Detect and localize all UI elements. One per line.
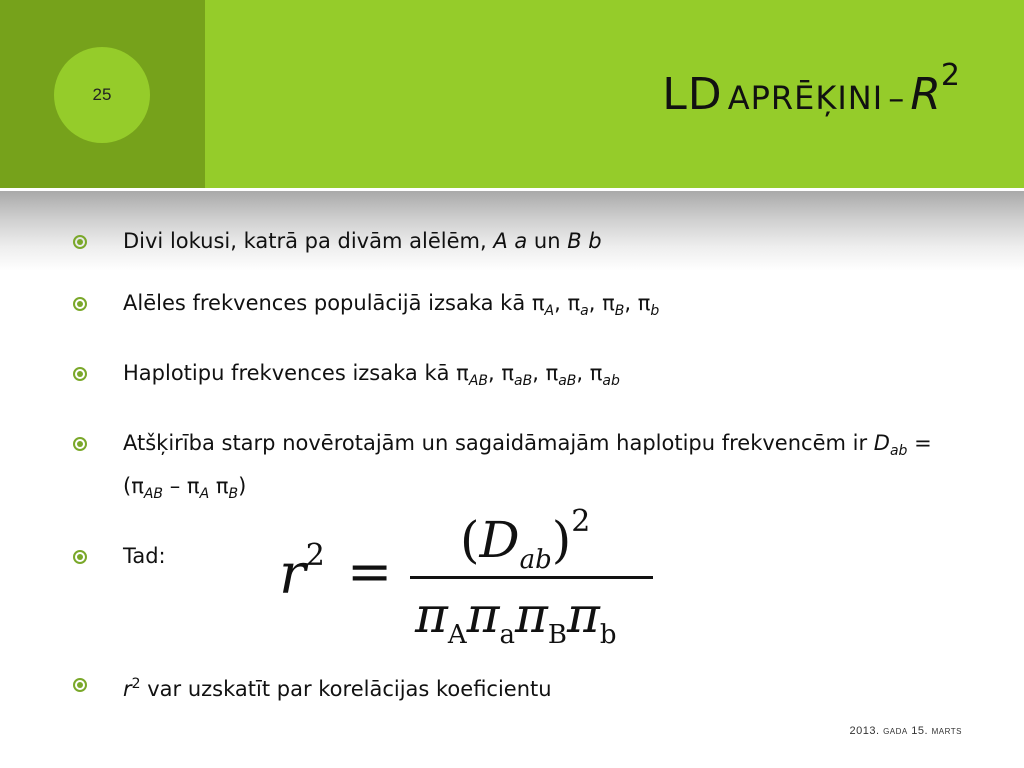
d-variable: D [873, 431, 890, 456]
bullet-circle-icon [73, 437, 87, 451]
bullet-circle-icon [73, 550, 87, 564]
bullet-item [73, 286, 973, 328]
pi-symbol: π [531, 291, 545, 315]
bullet-item [73, 426, 973, 510]
formula-denominator [415, 586, 617, 650]
equals-open: = ( [123, 431, 932, 498]
subscript: A [544, 303, 555, 320]
bullet-text: Atšķirība starp novērotajām un sagaidāmajām haplotipu frekvencēm ir [123, 431, 874, 456]
subscript: aB [514, 373, 533, 390]
numerator-d: D [479, 511, 520, 569]
formula-equals: = [347, 540, 393, 603]
separator: , [532, 361, 546, 386]
separator: , [624, 291, 638, 315]
denominator-subscript: A [447, 620, 467, 650]
fraction-bar [410, 576, 653, 579]
bullet-circle-icon [73, 678, 87, 692]
title-prefix: LD [662, 69, 723, 120]
bullet-text: Haplotipu frekvences izsaka kā [123, 361, 457, 386]
r-squared-formula [275, 500, 675, 650]
pi-symbol: π [215, 473, 229, 498]
bullet-circle-icon [73, 235, 87, 249]
separator: , [554, 291, 568, 315]
denominator-pi: π [466, 586, 500, 644]
denominator-subscript: b [599, 620, 617, 650]
subscript: B [228, 485, 239, 502]
allele-pair-a: A a [493, 229, 528, 253]
separator: , [488, 361, 502, 386]
slide-title [662, 58, 960, 120]
pi-symbol: π [589, 361, 603, 386]
close-paren: ) [238, 473, 247, 498]
bullet-circle-icon [73, 297, 87, 311]
subscript: B [614, 303, 625, 320]
bullet-text: Alēles frekvences populācijā izsaka kā [123, 291, 532, 315]
subscript: AB [468, 373, 488, 390]
pi-symbol: π [186, 473, 200, 498]
bullet-item [73, 224, 973, 258]
title-variable: R [910, 69, 941, 120]
bullet-text: Divi lokusi, katrā pa divām alēlēm, [123, 229, 494, 253]
subscript: b [650, 303, 660, 320]
subscript: ab [889, 443, 908, 460]
formula-lhs [279, 538, 325, 607]
denominator-pi: π [415, 586, 448, 644]
title-word: APRĒĶINI [727, 79, 884, 117]
minus-sign: – [163, 473, 187, 498]
separator: , [588, 291, 603, 315]
bullet-text: Tad: [123, 543, 166, 568]
r-variable: r [123, 676, 132, 701]
denominator-pi: π [515, 586, 548, 644]
bullet-item [73, 356, 973, 398]
subscript: AB [143, 485, 164, 502]
denominator-pi: π [567, 586, 600, 644]
allele-pair-b: B b [567, 229, 602, 253]
denominator-subscript: B [547, 620, 568, 650]
slide-number-badge [54, 47, 150, 143]
numerator-subscript: ab [519, 545, 552, 575]
separator: , [576, 361, 590, 386]
numerator-open-paren: ( [460, 511, 480, 569]
pi-symbol: π [456, 361, 469, 386]
pi-symbol: π [501, 361, 515, 386]
subscript: aB [558, 373, 577, 390]
subscript: ab [602, 373, 620, 390]
pi-symbol: π [131, 473, 144, 498]
footer-day: gada 15. marts [883, 725, 962, 737]
bullet-list [73, 224, 973, 734]
bullet-circle-icon [73, 367, 87, 381]
title-exponent: 2 [940, 58, 960, 93]
pi-symbol: π [637, 291, 651, 315]
pi-symbol: π [567, 291, 581, 315]
bullet-item [73, 667, 973, 706]
conjunction: un [527, 229, 568, 253]
title-dash: – [888, 79, 906, 117]
formula-lhs-exponent: 2 [305, 538, 325, 573]
numerator-exponent: 2 [571, 504, 591, 539]
subscript: A [199, 485, 210, 502]
formula-numerator [460, 504, 590, 575]
pi-symbol: π [602, 291, 615, 315]
slide-number: 25 [92, 85, 112, 104]
subscript: a [580, 303, 589, 320]
denominator-subscript: a [499, 620, 516, 650]
footer-date [849, 725, 962, 737]
numerator-close-paren: ) [551, 511, 572, 569]
bullet-text: var uzskatīt par korelācijas koeficientu [140, 676, 552, 701]
exponent: 2 [131, 675, 141, 692]
formula-r: r [279, 542, 306, 607]
footer-year: 2013. [849, 725, 884, 737]
pi-symbol: π [545, 361, 559, 386]
